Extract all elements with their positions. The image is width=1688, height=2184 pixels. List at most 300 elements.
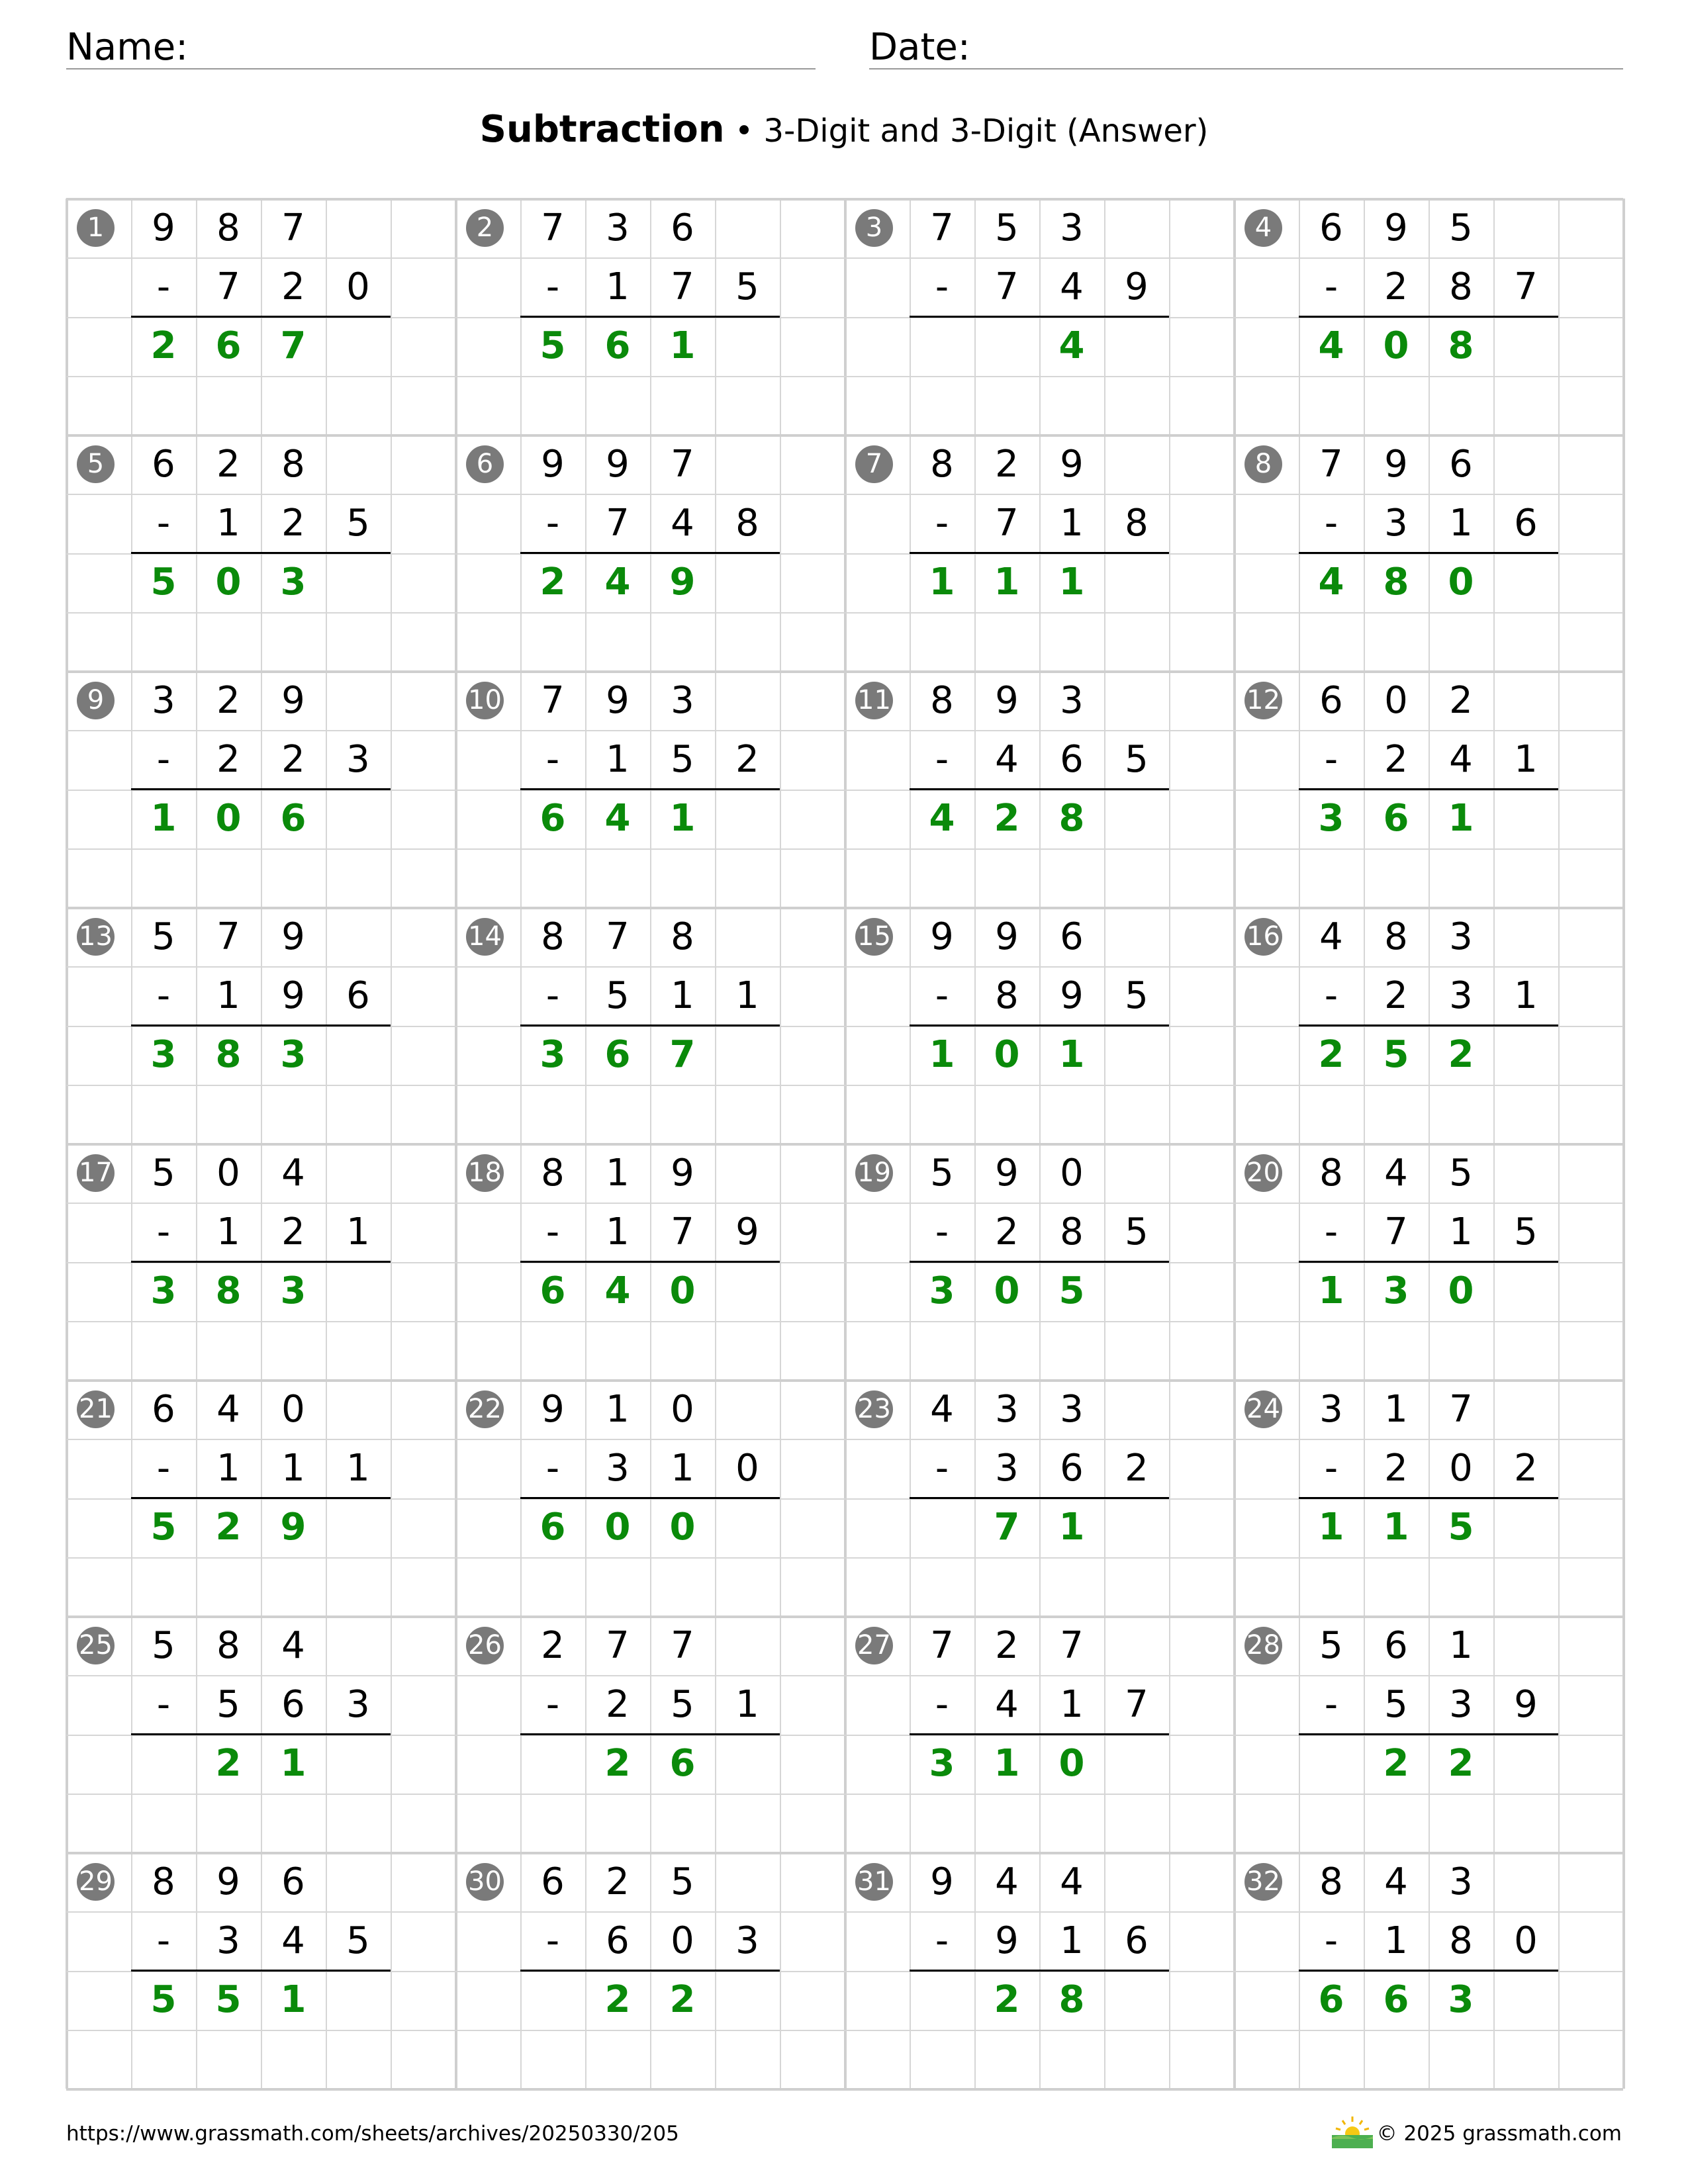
answer-digit: 6: [215, 324, 242, 367]
subtrahend-digit: 3: [1384, 502, 1408, 545]
problem-card: [845, 1616, 1234, 1852]
subtrahend-digit: 4: [1060, 265, 1084, 308]
answer-digit: 1: [1058, 1506, 1085, 1549]
minuend-digit: 1: [606, 1152, 630, 1195]
problem-number-badge: 24: [1244, 1390, 1282, 1428]
subtrahend-digit: 2: [216, 738, 240, 781]
answer-digit: 1: [280, 1742, 306, 1785]
subtrahend-digit: 1: [216, 502, 240, 545]
subtrahend-digit: 1: [1060, 502, 1084, 545]
minuend-digit: 0: [216, 1152, 240, 1195]
minus-sign: -: [1324, 974, 1338, 1017]
minus-sign: -: [156, 1683, 171, 1726]
subtrahend-digit: 2: [1384, 1447, 1408, 1490]
answer-digit: 1: [669, 324, 696, 367]
answer-digit: 1: [994, 561, 1020, 604]
answer-digit: 0: [994, 1269, 1020, 1312]
answer-digit: 5: [150, 561, 177, 604]
minuend-digit: 5: [152, 1152, 175, 1195]
answer-digit: 3: [280, 1269, 306, 1312]
subtrahend-digit: 1: [671, 974, 694, 1017]
minus-sign: -: [935, 1683, 949, 1726]
subtrahend-digit: 1: [1449, 1210, 1473, 1253]
subtrahend-digit: 2: [735, 738, 759, 781]
minuend-digit: 8: [1319, 1152, 1343, 1195]
problem-card: [845, 1852, 1234, 2089]
minuend-digit: 9: [541, 1388, 565, 1431]
problem-card: [1234, 1852, 1623, 2089]
subtrahend-digit: 3: [346, 738, 370, 781]
subtrahend-digit: 2: [606, 1683, 630, 1726]
minuend-digit: 3: [671, 679, 694, 722]
subtrahend-digit: 1: [735, 1683, 759, 1726]
minuend-digit: 5: [995, 206, 1019, 250]
problem-card: [455, 199, 845, 435]
problem-card: [66, 1144, 455, 1380]
subtrahend-digit: 0: [346, 265, 370, 308]
answer-digit: 6: [539, 1269, 566, 1312]
minus-sign: -: [156, 1210, 171, 1253]
problem-card: [66, 1616, 455, 1852]
problem-number-badge: 30: [466, 1863, 504, 1901]
problem-card: [845, 435, 1234, 671]
answer-digit: 8: [1383, 561, 1409, 604]
answer-digit: 3: [539, 1033, 566, 1076]
minus-sign: -: [1324, 265, 1338, 308]
subtrahend-digit: 7: [216, 265, 240, 308]
problem-number-badge: 22: [466, 1390, 504, 1428]
subtrahend-digit: 7: [1514, 265, 1538, 308]
minuend-digit: 7: [671, 443, 694, 486]
minuend-digit: 7: [930, 1624, 954, 1667]
answer-digit: 5: [150, 1506, 177, 1549]
answer-digit: 6: [280, 797, 306, 840]
problem-number-badge: 12: [1244, 682, 1282, 719]
title-subtitle: 3-Digit and 3-Digit (Answer): [763, 113, 1209, 150]
answer-digit: 6: [1318, 1978, 1344, 2021]
minuend-digit: 6: [1060, 915, 1084, 958]
minuend-digit: 3: [1060, 1388, 1084, 1431]
answer-digit: 4: [1058, 324, 1085, 367]
minuend-digit: 6: [1319, 679, 1343, 722]
answer-digit: 2: [994, 797, 1020, 840]
title-bullet: •: [734, 113, 754, 150]
subtrahend-digit: 2: [281, 1210, 305, 1253]
minuend-digit: 0: [1384, 679, 1408, 722]
minuend-digit: 4: [1319, 915, 1343, 958]
minuend-digit: 2: [1449, 679, 1473, 722]
minuend-digit: 3: [152, 679, 175, 722]
minuend-digit: 8: [671, 915, 694, 958]
minuend-digit: 8: [152, 1860, 175, 1903]
answer-digit: 2: [604, 1742, 631, 1785]
problem-card: [455, 435, 845, 671]
subtrahend-digit: 4: [1449, 738, 1473, 781]
subtrahend-digit: 1: [346, 1447, 370, 1490]
minuend-digit: 9: [995, 915, 1019, 958]
minus-sign: -: [1324, 738, 1338, 781]
answer-digit: 6: [1383, 797, 1409, 840]
minuend-digit: 3: [1060, 206, 1084, 250]
answer-digit: 5: [1058, 1269, 1085, 1312]
problem-number-badge: 27: [855, 1627, 893, 1664]
minuend-digit: 6: [541, 1860, 565, 1903]
answer-digit: 1: [669, 797, 696, 840]
answer-digit: 5: [215, 1978, 242, 2021]
answer-digit: 5: [1448, 1506, 1474, 1549]
subtrahend-digit: 8: [1060, 1210, 1084, 1253]
minuend-digit: 8: [930, 443, 954, 486]
problem-card: [845, 1380, 1234, 1616]
subtrahend-digit: 2: [1384, 974, 1408, 1017]
answer-digit: 4: [604, 1269, 631, 1312]
subtrahend-digit: 2: [1125, 1447, 1149, 1490]
minus-sign: -: [935, 265, 949, 308]
minus-sign: -: [545, 1447, 560, 1490]
minus-sign: -: [156, 1447, 171, 1490]
subtrahend-digit: 8: [995, 974, 1019, 1017]
subtrahend-digit: 2: [281, 738, 305, 781]
answer-digit: 1: [1058, 1033, 1085, 1076]
answer-digit: 3: [929, 1269, 955, 1312]
problem-number-badge: 13: [77, 918, 115, 956]
problem-card: [1234, 1616, 1623, 1852]
minuend-digit: 3: [1319, 1388, 1343, 1431]
problem-number-badge: 7: [855, 445, 893, 483]
answer-digit: 6: [539, 1506, 566, 1549]
subtrahend-digit: 7: [606, 502, 630, 545]
minus-sign: -: [1324, 502, 1338, 545]
subtrahend-digit: 4: [995, 738, 1019, 781]
minuend-digit: 1: [606, 1388, 630, 1431]
minuend-digit: 9: [995, 679, 1019, 722]
minus-sign: -: [545, 1683, 560, 1726]
minus-sign: -: [935, 1210, 949, 1253]
subtrahend-digit: 7: [671, 1210, 694, 1253]
subtrahend-digit: 1: [671, 1447, 694, 1490]
name-line[interactable]: [66, 68, 816, 69]
minuend-digit: 4: [216, 1388, 240, 1431]
minuend-digit: 9: [216, 1860, 240, 1903]
answer-digit: 1: [1318, 1506, 1344, 1549]
problem-number-badge: 17: [77, 1154, 115, 1192]
minuend-digit: 3: [1449, 1860, 1473, 1903]
minuend-digit: 2: [606, 1860, 630, 1903]
subtrahend-digit: 2: [1514, 1447, 1538, 1490]
subtrahend-digit: 1: [735, 974, 759, 1017]
minuend-digit: 6: [1449, 443, 1473, 486]
subtrahend-digit: 0: [1514, 1919, 1538, 1962]
minuend-digit: 5: [1319, 1624, 1343, 1667]
subtrahend-digit: 9: [995, 1919, 1019, 1962]
problem-number-badge: 2: [466, 209, 504, 247]
answer-digit: 4: [1318, 324, 1344, 367]
minuend-digit: 9: [606, 443, 630, 486]
subtrahend-digit: 1: [281, 1447, 305, 1490]
minuend-digit: 0: [1060, 1152, 1084, 1195]
answer-digit: 1: [1383, 1506, 1409, 1549]
minuend-digit: 4: [930, 1388, 954, 1431]
minuend-digit: 8: [1384, 915, 1408, 958]
problem-card: [845, 1144, 1234, 1380]
subtrahend-digit: 9: [1060, 974, 1084, 1017]
subtrahend-digit: 2: [281, 502, 305, 545]
answer-digit: 0: [215, 797, 242, 840]
name-label: Name:: [66, 26, 189, 69]
minuend-digit: 4: [1060, 1860, 1084, 1903]
answer-digit: 0: [1058, 1742, 1085, 1785]
subtrahend-digit: 5: [1125, 1210, 1149, 1253]
subtrahend-digit: 6: [1125, 1919, 1149, 1962]
minuend-digit: 6: [152, 1388, 175, 1431]
subtrahend-digit: 1: [606, 265, 630, 308]
answer-digit: 0: [1383, 324, 1409, 367]
minuend-digit: 7: [541, 679, 565, 722]
subtrahend-digit: 8: [1449, 265, 1473, 308]
minuend-digit: 8: [216, 206, 240, 250]
problem-card: [845, 907, 1234, 1144]
minuend-digit: 4: [281, 1152, 305, 1195]
answer-digit: 4: [1318, 561, 1344, 604]
subtrahend-digit: 9: [281, 974, 305, 1017]
subtrahend-digit: 5: [671, 1683, 694, 1726]
problem-number-badge: 26: [466, 1627, 504, 1664]
subtrahend-digit: 5: [671, 738, 694, 781]
problem-number-badge: 8: [1244, 445, 1282, 483]
minus-sign: -: [1324, 1919, 1338, 1962]
answer-digit: 8: [215, 1269, 242, 1312]
problem-number-badge: 25: [77, 1627, 115, 1664]
minuend-digit: 3: [1449, 915, 1473, 958]
subtrahend-digit: 6: [1060, 738, 1084, 781]
answer-digit: 1: [1448, 797, 1474, 840]
minuend-digit: 3: [1060, 679, 1084, 722]
minuend-digit: 7: [216, 915, 240, 958]
subtrahend-digit: 0: [671, 1919, 694, 1962]
minuend-digit: 3: [995, 1388, 1019, 1431]
answer-digit: 3: [929, 1742, 955, 1785]
problem-card: [66, 435, 455, 671]
minuend-digit: 8: [541, 915, 565, 958]
date-line[interactable]: [869, 68, 1623, 69]
minus-sign: -: [935, 502, 949, 545]
subtrahend-digit: 9: [735, 1210, 759, 1253]
answer-digit: 4: [929, 797, 955, 840]
answer-digit: 2: [215, 1742, 242, 1785]
minuend-digit: 5: [671, 1860, 694, 1903]
minuend-digit: 3: [606, 206, 630, 250]
answer-digit: 2: [539, 561, 566, 604]
minuend-digit: 8: [216, 1624, 240, 1667]
answer-digit: 4: [604, 797, 631, 840]
problem-number-badge: 3: [855, 209, 893, 247]
problem-number-badge: 1: [77, 209, 115, 247]
subtrahend-digit: 1: [606, 1210, 630, 1253]
answer-digit: 0: [994, 1033, 1020, 1076]
subtrahend-digit: 9: [1514, 1683, 1538, 1726]
subtrahend-digit: 0: [1449, 1447, 1473, 1490]
answer-digit: 0: [669, 1269, 696, 1312]
problem-card: [66, 1380, 455, 1616]
subtrahend-digit: 6: [1514, 502, 1538, 545]
subtrahend-digit: 6: [281, 1683, 305, 1726]
answer-digit: 7: [280, 324, 306, 367]
answer-digit: 1: [150, 797, 177, 840]
subtrahend-digit: 1: [1514, 738, 1538, 781]
minus-sign: -: [1324, 1210, 1338, 1253]
subtrahend-digit: 5: [346, 502, 370, 545]
subtrahend-digit: 2: [1384, 265, 1408, 308]
answer-digit: 8: [1058, 1978, 1085, 2021]
problem-card: [455, 1616, 845, 1852]
minus-sign: -: [545, 1919, 560, 1962]
subtrahend-digit: 2: [995, 1210, 1019, 1253]
problem-card: [1234, 1144, 1623, 1380]
subtrahend-digit: 1: [216, 1447, 240, 1490]
problem-card: [845, 671, 1234, 907]
answer-digit: 3: [1318, 797, 1344, 840]
subtrahend-digit: 1: [1060, 1683, 1084, 1726]
minus-sign: -: [935, 1919, 949, 1962]
problem-number-badge: 19: [855, 1154, 893, 1192]
subtrahend-digit: 7: [995, 265, 1019, 308]
problem-card: [455, 671, 845, 907]
minuend-digit: 7: [606, 1624, 630, 1667]
problem-number-badge: 21: [77, 1390, 115, 1428]
minuend-digit: 4: [281, 1624, 305, 1667]
problem-card: [455, 1380, 845, 1616]
subtrahend-digit: 7: [1384, 1210, 1408, 1253]
problem-card: [66, 1852, 455, 2089]
subtrahend-digit: 6: [606, 1919, 630, 1962]
minuend-digit: 7: [1449, 1388, 1473, 1431]
answer-digit: 0: [604, 1506, 631, 1549]
subtrahend-digit: 5: [1384, 1683, 1408, 1726]
minuend-digit: 9: [281, 679, 305, 722]
answer-digit: 1: [929, 1033, 955, 1076]
minuend-digit: 7: [930, 206, 954, 250]
minuend-digit: 7: [1319, 443, 1343, 486]
answer-digit: 2: [1383, 1742, 1409, 1785]
problem-card: [455, 907, 845, 1144]
minuend-digit: 9: [541, 443, 565, 486]
answer-digit: 7: [994, 1506, 1020, 1549]
subtrahend-digit: 3: [735, 1919, 759, 1962]
answer-digit: 1: [280, 1978, 306, 2021]
footer-copyright: © 2025 grassmath.com: [1376, 2122, 1622, 2146]
minuend-digit: 2: [216, 679, 240, 722]
minuend-digit: 2: [995, 1624, 1019, 1667]
minuend-digit: 9: [1384, 443, 1408, 486]
answer-digit: 2: [1448, 1033, 1474, 1076]
problem-number-badge: 28: [1244, 1627, 1282, 1664]
minus-sign: -: [935, 738, 949, 781]
problem-number-badge: 11: [855, 682, 893, 719]
answer-digit: 0: [1448, 561, 1474, 604]
minuend-digit: 9: [930, 915, 954, 958]
problem-number-badge: 6: [466, 445, 504, 483]
answer-digit: 2: [669, 1978, 696, 2021]
subtrahend-digit: 1: [216, 974, 240, 1017]
minuend-digit: 8: [281, 443, 305, 486]
subtrahend-digit: 8: [1125, 502, 1149, 545]
problem-number-badge: 10: [466, 682, 504, 719]
problem-card: [845, 199, 1234, 435]
answer-digit: 3: [150, 1033, 177, 1076]
date-label: Date:: [869, 26, 970, 69]
subtrahend-digit: 1: [1514, 974, 1538, 1017]
worksheet-title: [0, 106, 1688, 155]
problem-number-badge: 32: [1244, 1863, 1282, 1901]
answer-digit: 4: [604, 561, 631, 604]
answer-digit: 2: [994, 1978, 1020, 2021]
subtrahend-digit: 7: [671, 265, 694, 308]
minuend-digit: 0: [281, 1388, 305, 1431]
subtrahend-digit: 1: [1449, 502, 1473, 545]
minuend-digit: 6: [671, 206, 694, 250]
subtrahend-digit: 9: [1125, 265, 1149, 308]
minuend-digit: 6: [281, 1860, 305, 1903]
minus-sign: -: [545, 502, 560, 545]
minuend-digit: 6: [1384, 1624, 1408, 1667]
minuend-digit: 8: [541, 1152, 565, 1195]
answer-digit: 1: [994, 1742, 1020, 1785]
answer-digit: 6: [604, 1033, 631, 1076]
minuend-digit: 4: [995, 1860, 1019, 1903]
subtrahend-digit: 7: [995, 502, 1019, 545]
minuend-digit: 9: [995, 1152, 1019, 1195]
minus-sign: -: [156, 974, 171, 1017]
subtrahend-digit: 8: [1449, 1919, 1473, 1962]
minuend-digit: 9: [930, 1860, 954, 1903]
answer-digit: 5: [1383, 1033, 1409, 1076]
minuend-digit: 9: [152, 206, 175, 250]
answer-digit: 0: [215, 561, 242, 604]
footer-url[interactable]: https://www.grassmath.com/sheets/archives/20250330/205: [66, 2122, 679, 2146]
answer-digit: 3: [150, 1269, 177, 1312]
minus-sign: -: [545, 738, 560, 781]
minuend-digit: 0: [671, 1388, 694, 1431]
answer-digit: 6: [539, 797, 566, 840]
problem-number-badge: 31: [855, 1863, 893, 1901]
answer-digit: 3: [280, 1033, 306, 1076]
subtrahend-digit: 1: [1060, 1919, 1084, 1962]
answer-digit: 1: [929, 561, 955, 604]
answer-digit: 6: [604, 324, 631, 367]
minuend-digit: 9: [281, 915, 305, 958]
problem-card: [66, 199, 455, 435]
answer-digit: 9: [280, 1506, 306, 1549]
minuend-digit: 6: [1319, 206, 1343, 250]
minus-sign: -: [156, 738, 171, 781]
answer-digit: 3: [1448, 1978, 1474, 2021]
minus-sign: -: [545, 1210, 560, 1253]
minuend-digit: 1: [1449, 1624, 1473, 1667]
minuend-digit: 5: [152, 915, 175, 958]
subtrahend-digit: 5: [216, 1683, 240, 1726]
minuend-digit: 8: [1319, 1860, 1343, 1903]
minuend-digit: 7: [1060, 1624, 1084, 1667]
answer-digit: 8: [215, 1033, 242, 1076]
answer-digit: 5: [539, 324, 566, 367]
subtrahend-digit: 4: [995, 1683, 1019, 1726]
subtrahend-digit: 1: [216, 1210, 240, 1253]
minus-sign: -: [156, 1919, 171, 1962]
minus-sign: -: [1324, 1447, 1338, 1490]
subtrahend-digit: 3: [216, 1919, 240, 1962]
problem-card: [1234, 907, 1623, 1144]
problem-number-badge: 23: [855, 1390, 893, 1428]
